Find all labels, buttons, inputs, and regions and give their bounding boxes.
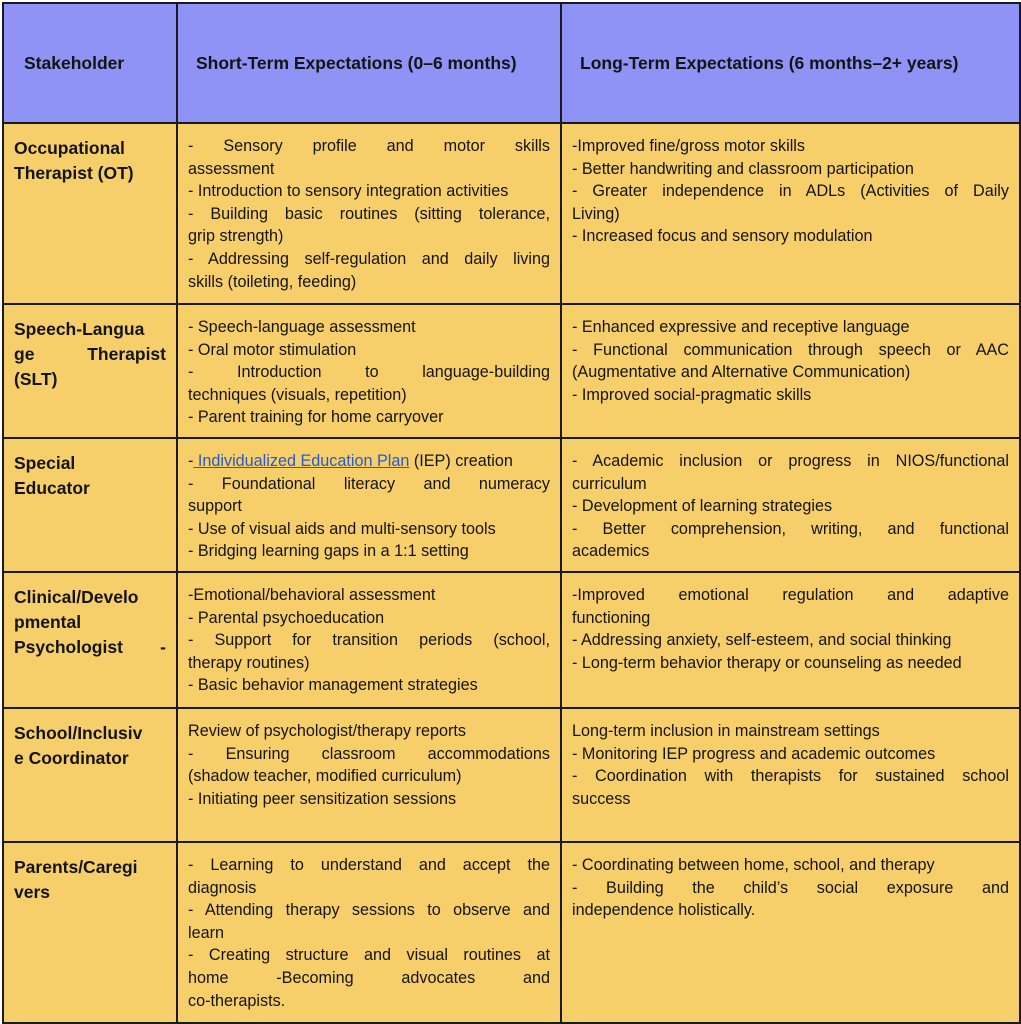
cell-line: - Functional communication through speech or AAC [572, 340, 1009, 359]
short-term-cell [177, 708, 561, 842]
cell-line: Living) [572, 204, 620, 223]
cell-line: -Improved fine/gross motor skills [572, 137, 805, 155]
cell-line: - Use of visual aids and multi-sensory tools [188, 519, 496, 538]
cell-line: - Better comprehension, writing, and functional [572, 519, 1009, 538]
cell-line: - Addressing self-regulation and daily living [188, 249, 550, 268]
cell-line: - Attending therapy sessions to observe and [188, 901, 550, 920]
table-row [3, 123, 1020, 304]
header-long-term: Long-Term Expectations (6 months–2+ years) [561, 3, 1020, 123]
cell-line: - Monitoring IEP progress and academic outcomes [572, 744, 936, 763]
stakeholder-line: (SLT) [14, 369, 58, 389]
stakeholder-line: School/Inclusiv [14, 723, 143, 743]
cell-line: - Long-term behavior therapy or counseling as needed [572, 653, 962, 672]
cell-line: - Speech-language assessment [188, 318, 416, 336]
stakeholder-cell [3, 438, 177, 572]
cell-line: - Addressing anxiety, self-esteem, and social thinking [572, 631, 952, 650]
stakeholder-line: Parents/Caregi [14, 857, 138, 877]
cell-line: (Augmentative and Alternative Communication) [572, 363, 911, 382]
cell-line: - Enhanced expressive and receptive language [572, 318, 910, 336]
iep-link[interactable]: Individualized Education Plan [193, 452, 410, 470]
stakeholder-expectations-table [2, 2, 1021, 1024]
cell-line: - Introduction to language-building [188, 363, 550, 382]
table-row [3, 572, 1020, 708]
long-term-cell [561, 123, 1020, 304]
cell-line [188, 450, 550, 473]
cell-line: - Creating structure and visual routines at [188, 946, 550, 965]
table-row [3, 438, 1020, 572]
cell-line: - Parental psychoeducation [188, 608, 385, 627]
cell-line: curriculum [572, 474, 647, 493]
header-short-term: Short-Term Expectations (0–6 months) [177, 3, 561, 123]
stakeholder-line: Therapist (OT) [14, 163, 134, 183]
cell-line: (shadow teacher, modified curriculum) [188, 767, 462, 786]
cell-line: - Introduction to sensory integration activities [188, 182, 509, 201]
table-row [3, 304, 1020, 438]
cell-line: grip strength) [188, 227, 284, 246]
cell-line: academics [572, 542, 650, 561]
stakeholder-line: Psychologist - [14, 637, 166, 657]
cell-line: - Basic behavior management strategies [188, 676, 478, 695]
cell-line: - Parent training for home carryover [188, 408, 444, 427]
long-term-cell [561, 304, 1020, 438]
cell-line: co-therapists. [188, 991, 286, 1010]
cell-line: techniques (visuals, repetition) [188, 385, 407, 404]
cell-line: learn [188, 923, 224, 942]
cell-line: diagnosis [188, 878, 257, 897]
stakeholder-line: Educator [14, 478, 90, 498]
cell-line: therapy routines) [188, 653, 310, 672]
cell-line: Long-term inclusion in mainstream settings [572, 722, 880, 740]
stakeholder-line: Special [14, 453, 76, 473]
stakeholder-cell [3, 304, 177, 438]
long-term-cell [561, 438, 1020, 572]
cell-line: skills (toileting, feeding) [188, 272, 357, 291]
cell-line: home -Becoming advocates and [188, 968, 550, 987]
cell-line: independence holistically. [572, 901, 756, 920]
stakeholder-line: pmental [14, 612, 82, 632]
cell-line: - Initiating peer sensitization sessions [188, 789, 457, 808]
stakeholder-line: vers [14, 882, 51, 902]
cell-line: support [188, 497, 242, 516]
long-term-cell [561, 708, 1020, 842]
long-term-cell [561, 842, 1020, 1023]
cell-line: - Learning to understand and accept the [188, 856, 550, 874]
cell-line: functioning [572, 608, 651, 627]
short-term-cell [177, 123, 561, 304]
stakeholder-cell [3, 123, 177, 304]
stakeholder-line: Occupational [14, 138, 125, 158]
cell-line: - Building basic routines (sitting tolerance, [188, 204, 550, 223]
stakeholder-line: ge Therapist [14, 344, 166, 364]
stakeholder-line: e Coordinator [14, 748, 129, 768]
cell-line: - Better handwriting and classroom participation [572, 159, 914, 178]
stakeholder-line: Clinical/Develo [14, 587, 139, 607]
cell-line: - Bridging learning gaps in a 1:1 setting [188, 542, 469, 561]
cell-line: - Improved social-pragmatic skills [572, 385, 812, 404]
short-term-cell [177, 572, 561, 708]
cell-line: success [572, 789, 631, 808]
header-stakeholder: Stakeholder [3, 3, 177, 123]
cell-line: - Building the child’s social exposure and [572, 878, 1009, 897]
cell-line: - Greater independence in ADLs (Activities of Daily [572, 182, 1009, 201]
stakeholder-line: Speech-Langua [14, 319, 145, 339]
header-row [3, 3, 1020, 123]
cell-line: -Improved emotional regulation and adaptive [572, 586, 1009, 604]
cell-line: - Sensory profile and motor skills [188, 137, 550, 155]
cell-line: - Academic inclusion or progress in NIOS/functional [572, 452, 1009, 470]
short-term-cell [177, 842, 561, 1023]
cell-line: Review of psychologist/therapy reports [188, 722, 467, 740]
cell-line: - Development of learning strategies [572, 497, 833, 516]
short-term-cell [177, 304, 561, 438]
table-row [3, 842, 1020, 1023]
cell-line: - Oral motor stimulation [188, 340, 357, 359]
cell-line: assessment [188, 159, 275, 178]
long-term-cell [561, 572, 1020, 708]
cell-line: - Support for transition periods (school, [188, 631, 550, 650]
stakeholder-cell [3, 572, 177, 708]
stakeholder-cell [3, 708, 177, 842]
table-row [3, 708, 1020, 842]
cell-line: - Ensuring classroom accommodations [188, 744, 550, 763]
iep-suffix-text: (IEP) creation [409, 452, 513, 470]
cell-line: - Foundational literacy and numeracy [188, 474, 550, 493]
cell-line: - Increased focus and sensory modulation [572, 227, 873, 246]
short-term-cell [177, 438, 561, 572]
dash-text: - [188, 452, 194, 470]
cell-line: - Coordination with therapists for sustained school [572, 767, 1009, 786]
cell-line: -Emotional/behavioral assessment [188, 586, 436, 604]
cell-line: - Coordinating between home, school, and therapy [572, 856, 935, 874]
stakeholder-cell [3, 842, 177, 1023]
